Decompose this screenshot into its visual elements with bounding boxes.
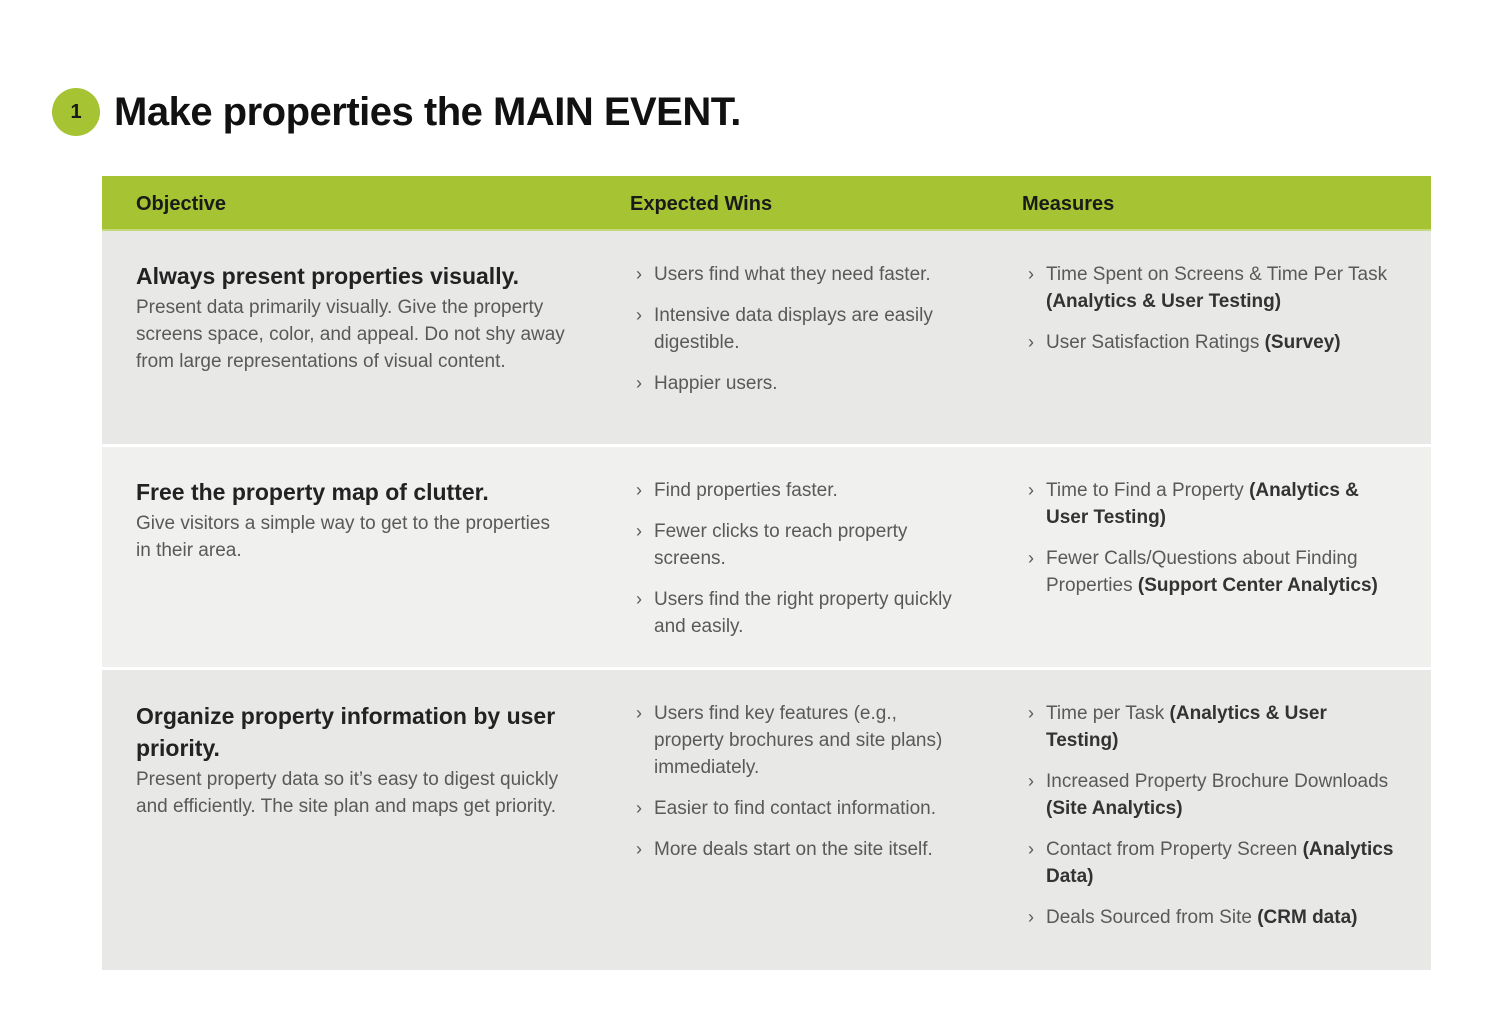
list-item: › Fewer clicks to reach property screens. [636, 518, 956, 572]
header-objective: Objective [136, 193, 227, 215]
objective-description: Give visitors a simple way to get to the properties in their area. [136, 513, 550, 561]
chevron-right-icon: › [636, 703, 642, 723]
measures-cell [1028, 477, 1400, 613]
measures-cell [1028, 261, 1400, 370]
list-item: › Users find the right property quickly and easily. [636, 586, 956, 640]
step-number-badge: 1 [52, 88, 100, 136]
table-row [102, 670, 1431, 970]
page-title: Make properties the MAIN EVENT. [114, 89, 741, 134]
objective-cell [136, 260, 566, 375]
chevron-right-icon: › [636, 305, 642, 325]
chevron-right-icon: › [636, 521, 642, 541]
chevron-right-icon: › [1028, 548, 1034, 568]
table-row [102, 447, 1431, 670]
list-item: › User Satisfaction Ratings (Survey) [1028, 329, 1400, 356]
list-item: › Deals Sourced from Site (CRM data) [1028, 904, 1400, 931]
list-item: › Contact from Property Screen (Analytics Data) [1028, 836, 1400, 890]
chevron-right-icon: › [1028, 264, 1034, 284]
objective-title: Organize property information by user priority. [136, 703, 556, 761]
list-item: › Time to Find a Property (Analytics & User Testing) [1028, 477, 1400, 531]
list-item: › Easier to find contact information. [636, 795, 956, 822]
objective-cell [136, 476, 566, 564]
list-item: › Increased Property Brochure Downloads (Site Analytics) [1028, 768, 1400, 822]
section-heading [52, 88, 741, 136]
chevron-right-icon: › [1028, 771, 1034, 791]
list-item: › Intensive data displays are easily digestible. [636, 302, 956, 356]
list-item: › Time Spent on Screens & Time Per Task (Analytics & User Testing) [1028, 261, 1400, 315]
objective-title: Free the property map of clutter. [136, 479, 489, 505]
objectives-table [102, 176, 1431, 970]
list-item: › Find properties faster. [636, 477, 956, 504]
chevron-right-icon: › [636, 798, 642, 818]
chevron-right-icon: › [636, 264, 642, 284]
objective-description: Present data primarily visually. Give the property screens space, color, and appeal. Do not shy away from large representations of visual content. [136, 297, 565, 372]
list-item: › More deals start on the site itself. [636, 836, 956, 863]
list-item: › Time per Task (Analytics & User Testing) [1028, 700, 1400, 754]
chevron-right-icon: › [636, 839, 642, 859]
chevron-right-icon: › [1028, 332, 1034, 352]
chevron-right-icon: › [636, 480, 642, 500]
table-row [102, 231, 1431, 447]
measures-cell [1028, 700, 1400, 945]
header-measures: Measures [1022, 193, 1115, 215]
list-item: › Users find what they need faster. [636, 261, 956, 288]
wins-cell [636, 261, 956, 411]
chevron-right-icon: › [1028, 907, 1034, 927]
objective-title: Always present properties visually. [136, 263, 520, 289]
list-item: › Fewer Calls/Questions about Finding Properties (Support Center Analytics) [1028, 545, 1400, 599]
chevron-right-icon: › [636, 373, 642, 393]
wins-cell [636, 477, 956, 654]
wins-cell [636, 700, 956, 877]
chevron-right-icon: › [1028, 703, 1034, 723]
list-item: › Happier users. [636, 370, 956, 397]
header-expected-wins: Expected Wins [630, 193, 773, 215]
table-header [102, 176, 1431, 231]
chevron-right-icon: › [636, 589, 642, 609]
chevron-right-icon: › [1028, 480, 1034, 500]
chevron-right-icon: › [1028, 839, 1034, 859]
objective-description: Present property data so it’s easy to digest quickly and efficiently. The site plan and maps get priority. [136, 769, 559, 817]
list-item: › Users find key features (e.g., property brochures and site plans) immediately. [636, 700, 956, 781]
objective-cell [136, 700, 566, 820]
